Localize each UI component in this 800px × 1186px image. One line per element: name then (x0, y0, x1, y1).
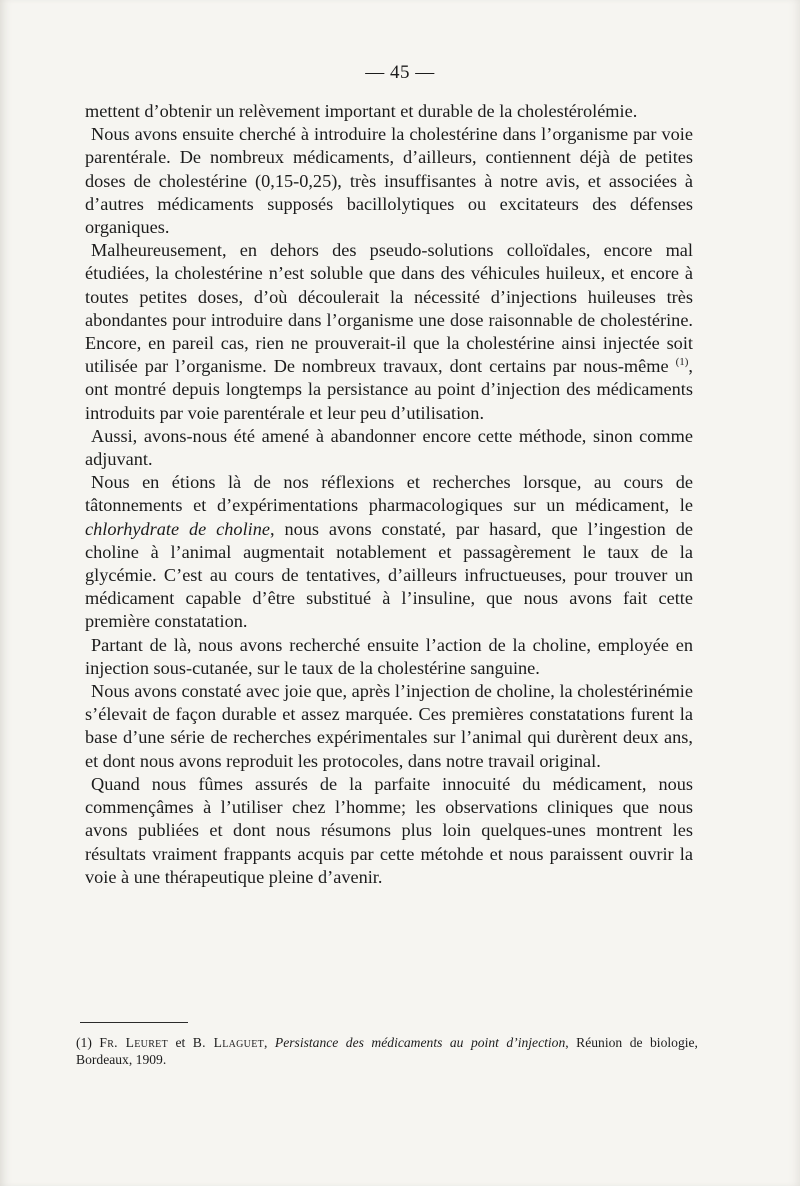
footnote-source: , Réunion de biologie, Bordeaux, 1909. (76, 1035, 698, 1067)
paragraph-7: Nous avons constaté avec joie que, après l’injection de choline, la cholestérinémie s’élevait de façon durable et assez marquée. Ces premières constatations furent la base d’une série de recherches expérimentales sur l’animal qui durèrent deux ans, et dont nous avons reproduit les protocoles, dans notre travail original. (85, 681, 693, 771)
footnote-author-1: Fr. Leuret (99, 1035, 168, 1050)
footnote-author-2: B. Llaguet (192, 1035, 265, 1050)
paragraph-5 (85, 471, 693, 633)
paragraph-5-text-b: , nous avons constaté, par hasard, que l’ingestion de choline à l’animal augmentait notablement et passagèrement le taux de la glycémie. C’est au cours de tentatives, d’ailleurs infructueuses, pour trouver un médicament capable d’être substitué à l’insuline, que nous avons fait cette première constatation. (85, 518, 693, 632)
paragraph-4: Aussi, avons-nous été amené à abandonner encore cette méthode, sinon comme adjuvant. (85, 425, 693, 470)
page-number: — 45 — (365, 62, 435, 83)
paragraph-5-text-a: Nous en étions là de nos réflexions et recherches lorsque, au cours de tâtonnements et d’expérimentations pharmacologiques sur un médicament, le (85, 472, 693, 516)
paragraph-1: mettent d’obtenir un relèvement important et durable de la cholestérolémie. (85, 101, 638, 121)
paragraph-6: Partant de là, nous avons recherché ensuite l’action de la choline, employée en injection sous-cutanée, sur le taux de la cholestérine sanguine. (85, 634, 693, 678)
footnote-conjunction: et (175, 1035, 186, 1050)
footnote-marker: (1) (76, 1035, 92, 1050)
footnote-reference: (1) (675, 356, 689, 369)
body-text (85, 100, 693, 889)
drug-name-italic: chlorhydrate de choline (85, 518, 270, 539)
paragraph-8: Quand nous fûmes assurés de la parfaite innocuité du médicament, nous commençâmes à l’utiliser chez l’homme; les observations cliniques que nous avons publiées et dont nous résumons plus loin quelques-unes montrent les résultats vraiment frappants acquis par cette métohde et nous paraissent ouvrir la voie à une thérapeutique pleine d’avenir. (85, 773, 693, 887)
paragraph-2: Nous avons ensuite cherché à introduire la cholestérine dans l’organisme par voie parentérale. De nombreux médicaments, d’ailleurs, contiennent déjà de petites doses de cholestérine (0,15-0,25), très insuffisantes à notre avis, et associées à d’autres médicaments supposés bacillolytiques ou excitateurs des défenses organiques. (85, 124, 693, 238)
paragraph-3-text-a: Malheureusement, en dehors des pseudo-solutions colloïdales, encore mal étudiées, la cholestérine n’est soluble que dans des véhicules huileux, et encore à toutes petites doses, d’où découlerait la nécessité d’injections huileuses très abondantes pour introduire dans l’organisme une dose raisonnable de cholestérine. Encore, en pareil cas, rien ne prouverait-il que la cholestérine ainsi injectée soit utilisée par l’organisme. De nombreux travaux, dont certains par nous-même (85, 240, 693, 377)
footnote-divider (80, 1022, 188, 1023)
footnote-title: Persistance des médicaments au point d’injection (274, 1035, 566, 1050)
paragraph-3 (85, 239, 693, 425)
paragraph-3-text-b: , ont montré depuis longtemps la persistance au point d’injection des médicaments introduits par voie parentérale et leur peu d’utilisation. (85, 356, 693, 423)
footnote: (1) Fr. Leuret et B. Llaguet, Persistance des médicaments au point d’injection, Réunion de biologie, Bordeaux, 1909. (76, 1035, 698, 1067)
